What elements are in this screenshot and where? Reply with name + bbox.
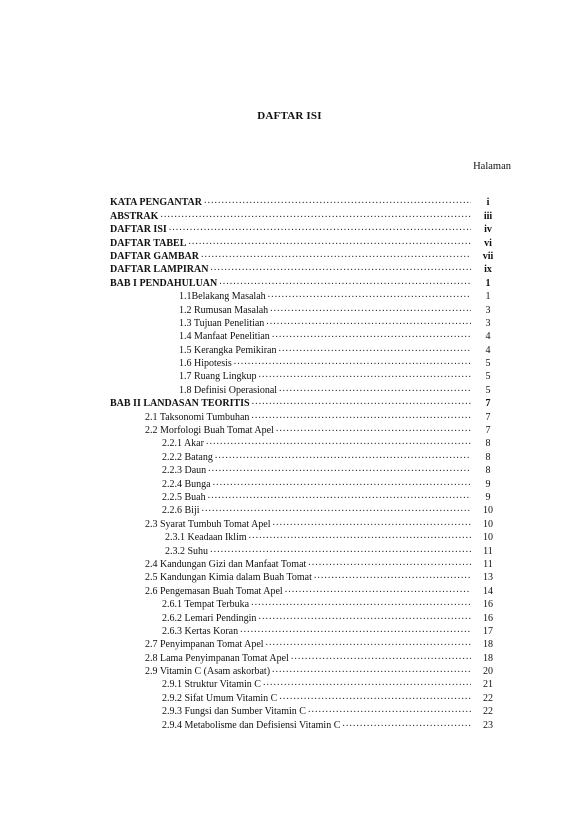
dot-leader (240, 624, 471, 636)
toc-entry (110, 209, 502, 222)
toc-entry (110, 330, 502, 343)
toc-entry-label: BAB II LANDASAN TEORITIS (110, 398, 250, 410)
dot-leader (210, 262, 471, 274)
toc-entry (110, 625, 502, 638)
dot-leader (208, 463, 471, 475)
toc-entry (110, 196, 502, 209)
toc-entry (110, 276, 502, 289)
dot-leader (308, 557, 471, 569)
dot-leader (169, 222, 471, 234)
toc-entry-page-number: 7 (485, 425, 491, 437)
toc-entry (110, 544, 502, 557)
toc-entry-page-number: ix (484, 264, 492, 276)
dot-leader (285, 584, 471, 596)
toc-entry (110, 531, 502, 544)
dot-leader (270, 303, 471, 315)
toc-entry-label: 2.6 Pengemasan Buah Tomat Apel (145, 585, 283, 597)
dot-leader (263, 677, 471, 689)
toc-entry-page-number: 4 (485, 331, 491, 343)
toc-entry (110, 223, 502, 236)
dot-leader (276, 423, 471, 435)
toc-entry (110, 584, 502, 597)
toc-entry-label: 1.3 Tujuan Penelitian (179, 317, 265, 329)
dot-leader (208, 490, 471, 502)
toc-entry-page-number: 8 (485, 465, 491, 477)
toc-entry-page-number: iii (483, 210, 493, 222)
toc-entry (110, 236, 502, 249)
toc-entry-label: 1.6 Hipotesis (179, 358, 232, 370)
toc-entry (110, 558, 502, 571)
toc-entry (110, 477, 502, 490)
toc-entry-label: DAFTAR GAMBAR (110, 250, 199, 262)
toc-entry (110, 424, 502, 437)
dot-leader (258, 611, 471, 623)
dot-leader (213, 477, 471, 489)
toc-entry-page-number: i (486, 197, 490, 209)
toc-entry-label: 2.2.2 Batang (162, 451, 213, 463)
toc-entry-label: 2.8 Lama Penyimpanan Tomat Apel (145, 652, 289, 664)
toc-entry-page-number: 17 (483, 625, 493, 637)
toc-entry (110, 450, 502, 463)
dot-leader (266, 637, 471, 649)
toc-entry-label: BAB I PENDAHULUAN (110, 277, 218, 289)
dot-leader (219, 276, 471, 288)
dot-leader (251, 410, 471, 422)
toc-entry-label: 2.9 Vitamin C (Asam askorbat) (145, 666, 271, 678)
toc-entry-page-number: vi (484, 237, 492, 249)
dot-leader (252, 396, 471, 408)
toc-entry-page-number: 23 (483, 719, 493, 731)
toc-entry (110, 370, 502, 383)
toc-entry-label: 2.6.3 Kertas Koran (162, 625, 239, 637)
dot-leader (308, 704, 471, 716)
dot-leader (204, 195, 471, 207)
toc-entry (110, 638, 502, 651)
toc-entry-label: 2.4 Kandungan Gizi dan Manfaat Tomat (145, 558, 307, 570)
toc-entry (110, 263, 502, 276)
toc-entry (110, 705, 502, 718)
dot-leader (188, 236, 471, 248)
dot-leader (201, 249, 471, 261)
dot-leader (202, 503, 471, 515)
table-of-contents (110, 196, 502, 732)
toc-entry-label: 1.8 Definisi Operasional (179, 384, 278, 396)
toc-entry (110, 317, 502, 330)
toc-entry-label: DAFTAR LAMPIRAN (110, 264, 209, 276)
dot-leader (291, 651, 471, 663)
toc-entry-page-number: 1 (485, 291, 491, 303)
dot-leader (314, 570, 471, 582)
toc-entry-label: 2.3 Syarat Tumbuh Tomat Apel (145, 518, 271, 530)
toc-entry-label: 2.2.5 Buah (162, 491, 206, 503)
toc-entry (110, 665, 502, 678)
toc-entry-page-number: 13 (483, 572, 493, 584)
toc-entry-page-number: iv (484, 224, 492, 236)
toc-entry-page-number: 1 (485, 277, 491, 289)
toc-entry-label: 2.6.2 Lemari Pendingin (162, 612, 257, 624)
toc-entry-page-number: 16 (483, 599, 493, 611)
toc-entry-label: 2.5 Kandungan Kimia dalam Buah Tomat (145, 572, 312, 584)
toc-entry-page-number: 14 (483, 585, 493, 597)
toc-entry-page-number: 10 (483, 532, 493, 544)
page-column-header: Halaman (473, 161, 511, 172)
toc-entry-label: DAFTAR TABEL (110, 237, 187, 249)
toc-entry-label: 1.1Belakang Masalah (179, 291, 266, 303)
toc-entry (110, 303, 502, 316)
dot-leader (249, 530, 471, 542)
dot-leader (215, 450, 471, 462)
toc-entry (110, 357, 502, 370)
toc-entry-label: 2.9.3 Fungsi dan Sumber Vitamin C (162, 706, 306, 718)
toc-entry (110, 250, 502, 263)
toc-entry-page-number: 9 (485, 491, 491, 503)
dot-leader (279, 383, 471, 395)
dot-leader (272, 664, 471, 676)
toc-entry-label: 2.9.4 Metabolisme dan Defisiensi Vitamin C (162, 719, 341, 731)
toc-entry-label: 2.2.6 Biji (162, 505, 200, 517)
toc-entry (110, 383, 502, 396)
toc-entry (110, 691, 502, 704)
dot-leader (279, 691, 471, 703)
toc-entry (110, 651, 502, 664)
toc-entry-label: 2.2.3 Daun (162, 465, 207, 477)
toc-entry (110, 718, 502, 731)
toc-entry-label: 1.7 Ruang Lingkup (179, 371, 257, 383)
toc-entry-page-number: 4 (485, 344, 491, 356)
toc-entry-page-number: 7 (485, 398, 491, 410)
dot-leader (234, 356, 471, 368)
toc-entry-page-number: vii (482, 250, 494, 262)
toc-entry-label: 1.5 Kerangka Pemikiran (179, 344, 277, 356)
toc-entry-page-number: 21 (483, 679, 493, 691)
toc-entry-label: 2.3.1 Keadaan Iklim (165, 532, 247, 544)
toc-entry (110, 290, 502, 303)
dot-leader (278, 343, 471, 355)
toc-entry (110, 517, 502, 530)
toc-entry-label: DAFTAR ISI (110, 224, 167, 236)
toc-entry (110, 611, 502, 624)
dot-leader (342, 718, 471, 730)
dot-leader (160, 209, 471, 221)
dot-leader (273, 517, 471, 529)
toc-entry-label: 2.9.2 Sifat Umum Vitamin C (162, 692, 278, 704)
toc-entry-page-number: 9 (485, 478, 491, 490)
toc-entry-page-number: 5 (485, 358, 491, 370)
toc-entry-label: 2.3.2 Suhu (165, 545, 209, 557)
toc-entry-page-number: 7 (485, 411, 491, 423)
toc-entry-label: 1.4 Manfaat Penelitian (179, 331, 270, 343)
toc-entry (110, 504, 502, 517)
toc-entry-label: 2.2 Morfologi Buah Tomat Apel (145, 425, 274, 437)
toc-entry-page-number: 20 (483, 666, 493, 678)
toc-entry-label: KATA PENGANTAR (110, 197, 202, 209)
toc-entry-page-number: 8 (485, 438, 491, 450)
toc-entry-label: 1.2 Rumusan Masalah (179, 304, 269, 316)
dot-leader (251, 597, 471, 609)
toc-entry (110, 598, 502, 611)
toc-entry (110, 491, 502, 504)
toc-entry-page-number: 10 (483, 505, 493, 517)
toc-entry (110, 464, 502, 477)
toc-entry-page-number: 3 (485, 304, 491, 316)
toc-entry-page-number: 5 (485, 384, 491, 396)
toc-entry-page-number: 10 (483, 518, 493, 530)
dot-leader (210, 544, 471, 556)
toc-entry-page-number: 22 (483, 692, 493, 704)
toc-entry-page-number: 11 (483, 558, 493, 570)
toc-entry (110, 678, 502, 691)
toc-entry (110, 437, 502, 450)
toc-entry-page-number: 22 (483, 706, 493, 718)
toc-entry (110, 397, 502, 410)
dot-leader (266, 316, 471, 328)
toc-entry-page-number: 18 (483, 652, 493, 664)
toc-entry-page-number: 18 (483, 639, 493, 651)
toc-entry (110, 571, 502, 584)
toc-entry-page-number: 16 (483, 612, 493, 624)
page-title: DAFTAR ISI (257, 110, 322, 122)
dot-leader (272, 329, 471, 341)
toc-entry-page-number: 11 (483, 545, 493, 557)
toc-entry-label: 2.7 Penyimpanan Tomat Apel (145, 639, 264, 651)
dot-leader (268, 289, 471, 301)
toc-entry-label: 2.1 Taksonomi Tumbuhan (145, 411, 250, 423)
toc-entry-label: 2.9.1 Struktur Vitamin C (162, 679, 261, 691)
toc-entry-label: 2.2.4 Bunga (162, 478, 211, 490)
toc-entry (110, 410, 502, 423)
toc-entry-page-number: 5 (485, 371, 491, 383)
toc-entry (110, 343, 502, 356)
toc-entry-page-number: 3 (485, 317, 491, 329)
toc-entry-label: 2.6.1 Tempat Terbuka (162, 599, 250, 611)
toc-entry-label: 2.2.1 Akar (162, 438, 204, 450)
toc-entry-label: ABSTRAK (110, 210, 159, 222)
dot-leader (259, 369, 472, 381)
toc-entry-page-number: 8 (485, 451, 491, 463)
dot-leader (206, 436, 471, 448)
